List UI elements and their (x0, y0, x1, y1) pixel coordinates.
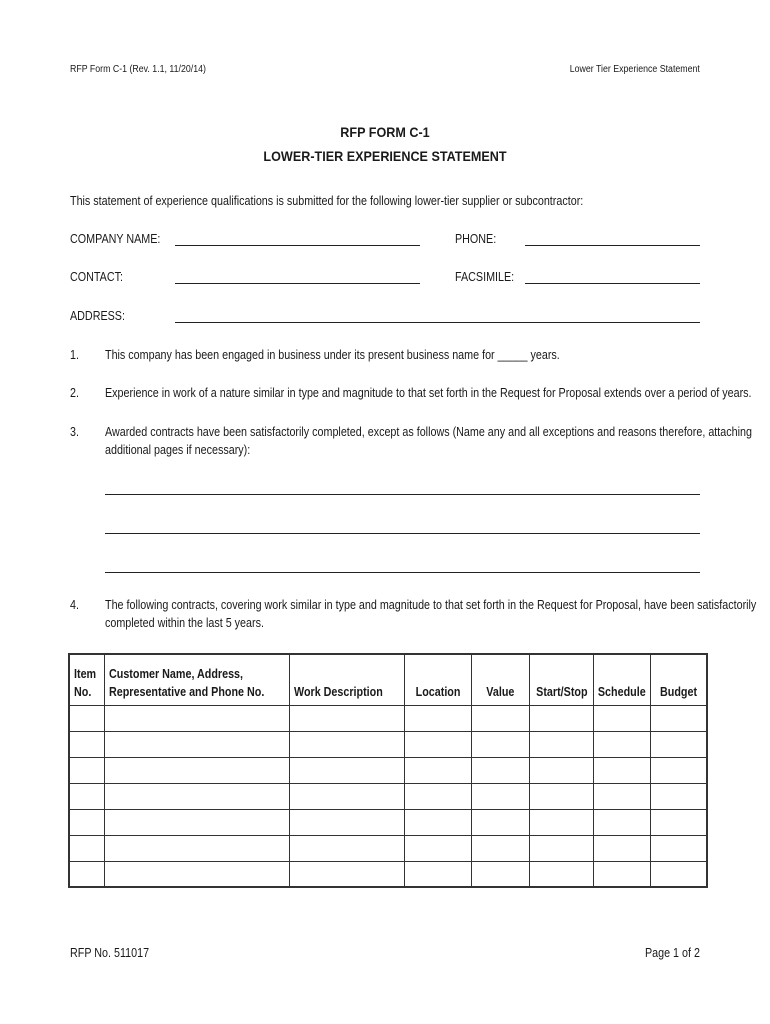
table-cell[interactable] (69, 810, 104, 836)
footer-page-number: Page 1 of 2 (645, 946, 700, 960)
table-cell[interactable] (404, 784, 471, 810)
table-cell[interactable] (530, 758, 594, 784)
table-cell[interactable] (593, 810, 651, 836)
table-cell[interactable] (530, 784, 594, 810)
item-1-number: 1. (70, 348, 79, 362)
col-header-schedule: Schedule (593, 654, 651, 706)
table-cell[interactable] (69, 758, 104, 784)
col-header-customer-line2: Representative and Phone No. (108, 685, 264, 699)
table-cell[interactable] (290, 810, 405, 836)
table-cell[interactable] (69, 862, 104, 888)
table-row (69, 784, 707, 810)
intro-text: This statement of experience qualifications is submitted for the following lower-tier supplier or subcontractor: (70, 194, 584, 208)
table-cell[interactable] (472, 784, 530, 810)
table-cell[interactable] (472, 862, 530, 888)
table-cell[interactable] (472, 758, 530, 784)
table-cell[interactable] (290, 836, 405, 862)
header-form-id: RFP Form C-1 (Rev. 1.1, 11/20/14) (70, 64, 206, 75)
table-cell[interactable] (104, 758, 290, 784)
table-cell[interactable] (593, 862, 651, 888)
col-header-item-line2: No. (74, 685, 92, 699)
item-3-text-line1: Awarded contracts have been satisfactorily completed, except as follows (Name any and all exceptions and reasons therefore, attaching (105, 425, 752, 439)
table-cell[interactable] (472, 732, 530, 758)
table-cell[interactable] (404, 836, 471, 862)
item-4-text-line2: completed within the last 5 years. (105, 616, 264, 630)
table-cell[interactable] (69, 732, 104, 758)
table-cell[interactable] (593, 732, 651, 758)
header-doc-name: Lower Tier Experience Statement (569, 64, 700, 75)
item-4-text-line1: The following contracts, covering work similar in type and magnitude to that set forth in the Request for Proposal, have been satisfactorily (105, 598, 757, 612)
item-1-text: This company has been engaged in business under its present business name for _____ years. (105, 348, 560, 362)
table-cell[interactable] (104, 784, 290, 810)
table-row (69, 810, 707, 836)
col-header-item-line1: Item (74, 667, 97, 681)
table-row (69, 836, 707, 862)
table-cell[interactable] (651, 706, 707, 732)
phone-field[interactable] (525, 245, 700, 246)
table-cell[interactable] (404, 810, 471, 836)
contact-label: CONTACT: (70, 270, 123, 284)
table-cell[interactable] (651, 810, 707, 836)
table-cell[interactable] (593, 784, 651, 810)
table-cell[interactable] (472, 836, 530, 862)
exceptions-line-1[interactable] (105, 494, 700, 495)
col-header-start-stop: Start/Stop (530, 654, 594, 706)
item-4-number: 4. (70, 598, 79, 612)
item-3-number: 3. (70, 425, 79, 439)
col-header-customer (104, 654, 290, 706)
table-header-row (69, 654, 707, 706)
exceptions-line-3[interactable] (105, 572, 700, 573)
table-cell[interactable] (404, 732, 471, 758)
table-cell[interactable] (651, 732, 707, 758)
footer-rfp-number: RFP No. 511017 (70, 946, 150, 960)
company-name-label: COMPANY NAME: (70, 232, 161, 246)
phone-label: PHONE: (455, 232, 497, 246)
table-row (69, 732, 707, 758)
facsimile-label: FACSIMILE: (455, 270, 515, 284)
table-cell[interactable] (104, 732, 290, 758)
col-header-value: Value (472, 654, 530, 706)
table-cell[interactable] (104, 810, 290, 836)
table-cell[interactable] (651, 836, 707, 862)
col-header-customer-line1: Customer Name, Address, (108, 667, 243, 681)
table-cell[interactable] (290, 784, 405, 810)
company-name-field[interactable] (175, 245, 420, 246)
contact-field[interactable] (175, 283, 420, 284)
item-2-text: Experience in work of a nature similar in type and magnitude to that set forth in the Request for Proposal extends over a period of years. (105, 386, 752, 400)
experience-table (68, 653, 708, 888)
table-cell[interactable] (530, 810, 594, 836)
table-cell[interactable] (593, 706, 651, 732)
col-header-item (69, 654, 104, 706)
exceptions-line-2[interactable] (105, 533, 700, 534)
col-header-budget: Budget (651, 654, 707, 706)
table-cell[interactable] (651, 862, 707, 888)
table-cell[interactable] (404, 862, 471, 888)
table-cell[interactable] (472, 706, 530, 732)
table-cell[interactable] (530, 732, 594, 758)
table-row (69, 862, 707, 888)
table-cell[interactable] (69, 836, 104, 862)
table-cell[interactable] (404, 706, 471, 732)
table-cell[interactable] (69, 706, 104, 732)
address-label: ADDRESS: (70, 309, 125, 323)
col-header-work-description: Work Description (290, 654, 405, 706)
table-row (69, 758, 707, 784)
table-cell[interactable] (472, 810, 530, 836)
table-cell[interactable] (651, 784, 707, 810)
table-cell[interactable] (290, 862, 405, 888)
table-cell[interactable] (290, 758, 405, 784)
table-row (69, 706, 707, 732)
table-cell[interactable] (290, 732, 405, 758)
item-2-number: 2. (70, 386, 79, 400)
table-cell[interactable] (104, 862, 290, 888)
table-cell[interactable] (290, 706, 405, 732)
table-cell[interactable] (593, 836, 651, 862)
facsimile-field[interactable] (525, 283, 700, 284)
table-cell[interactable] (593, 758, 651, 784)
form-subtitle: LOWER-TIER EXPERIENCE STATEMENT (263, 148, 507, 164)
table-cell[interactable] (104, 836, 290, 862)
table-cell[interactable] (530, 836, 594, 862)
item-3-text-line2: additional pages if necessary): (105, 443, 251, 457)
table-cell[interactable] (104, 706, 290, 732)
address-field[interactable] (175, 322, 700, 323)
table-cell[interactable] (530, 862, 594, 888)
table-cell[interactable] (69, 784, 104, 810)
col-header-location: Location (404, 654, 471, 706)
table-cell[interactable] (404, 758, 471, 784)
table-cell[interactable] (651, 758, 707, 784)
form-title: RFP FORM C-1 (340, 124, 430, 140)
table-cell[interactable] (530, 706, 594, 732)
